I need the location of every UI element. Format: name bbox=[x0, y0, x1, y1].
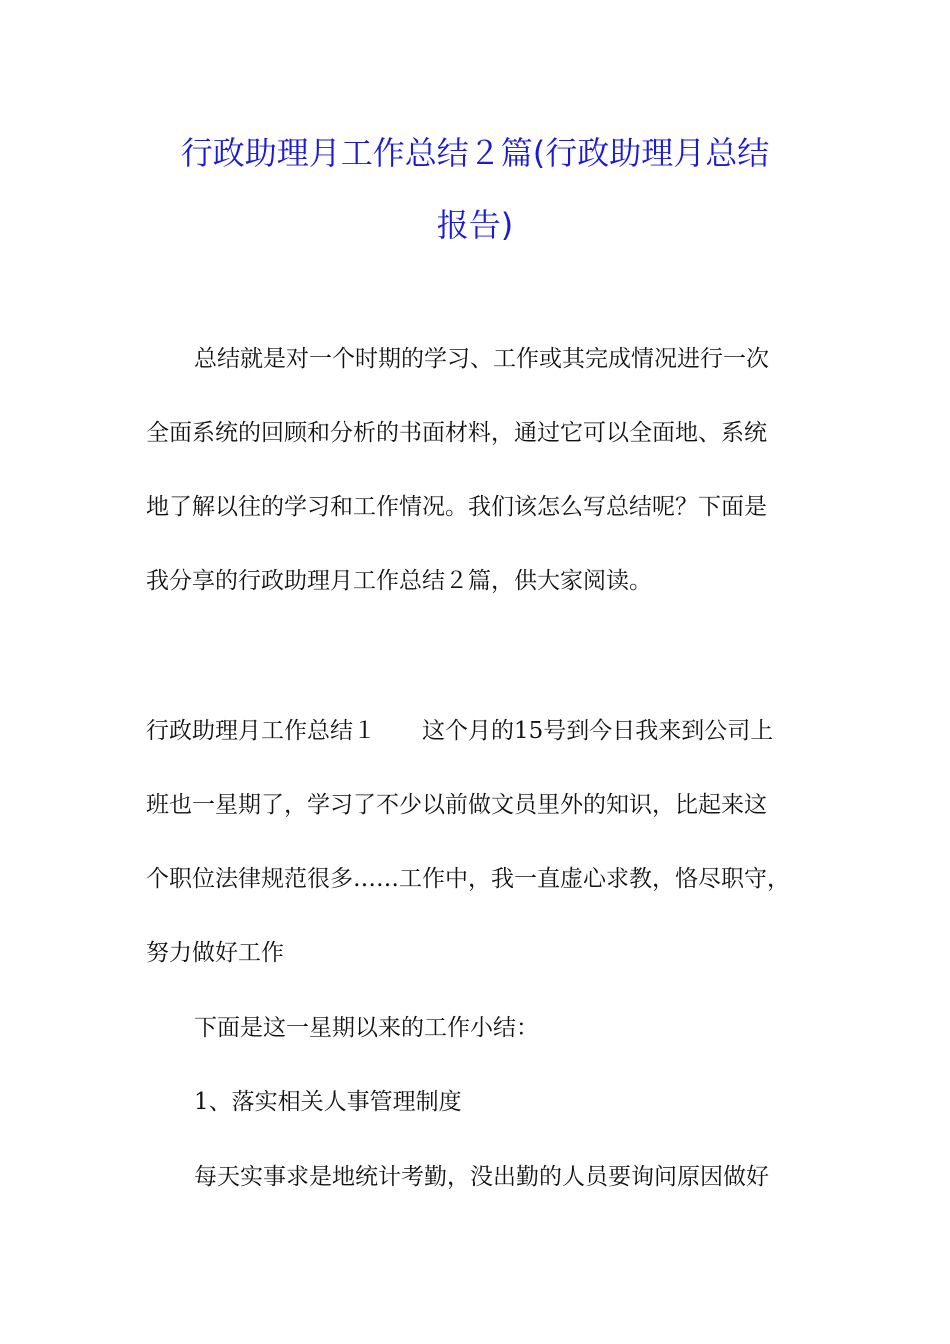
section-1-line: 行政助理月工作总结１ 这个月的15号到今日我来到公司上 bbox=[146, 718, 774, 744]
section-1-line: 班也一星期了，学习了不少以前做文员里外的知识，比起来这 bbox=[146, 792, 767, 818]
intro-paragraph-line: 我分享的行政助理月工作总结２篇，供大家阅读。 bbox=[146, 568, 652, 594]
item-1-text-line: 每天实事求是地统计考勤，没出勤的人员要询问原因做好 bbox=[194, 1164, 769, 1190]
item-1-heading: 1、落实相关人事管理制度 bbox=[194, 1089, 462, 1115]
intro-paragraph-line: 总结就是对一个时期的学习、工作或其完成情况进行一次 bbox=[194, 346, 769, 372]
document-title-line-1: 行政助理月工作总结２篇(行政助理月总结 bbox=[180, 134, 770, 172]
summary-intro-line: 下面是这一星期以来的工作小结： bbox=[194, 1015, 539, 1041]
document-title-line-2: 报告) bbox=[436, 206, 514, 244]
intro-paragraph-line: 地了解以往的学习和工作情况。我们该怎么写总结呢？下面是 bbox=[146, 494, 767, 520]
section-1-line: 个职位法律规范很多……工作中，我一直虚心求教，恪尽职守， bbox=[146, 866, 790, 892]
section-1-line: 努力做好工作 bbox=[146, 940, 284, 966]
intro-paragraph-line: 全面系统的回顾和分析的书面材料，通过它可以全面地、系统 bbox=[146, 420, 767, 446]
